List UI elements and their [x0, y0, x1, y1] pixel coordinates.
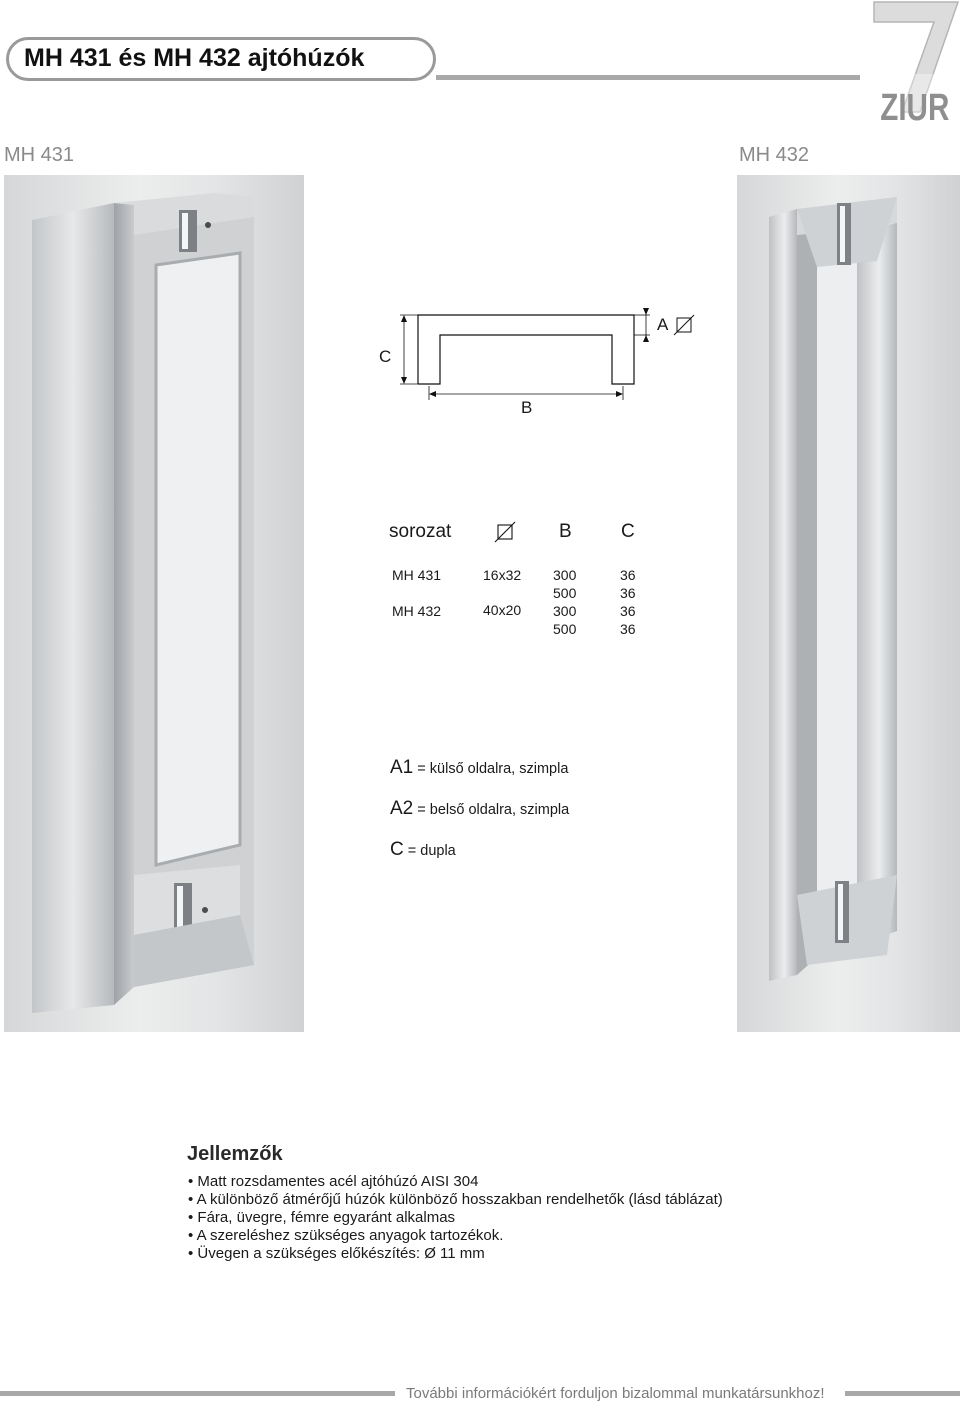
table-cell-c: 36 [620, 585, 636, 601]
table-cell-c: 36 [620, 603, 636, 619]
model-label-left: MH 431 [4, 144, 75, 166]
legend-code: A2 [390, 798, 414, 819]
product-photo-mh431 [4, 175, 304, 1032]
diagram-label-c: C [379, 347, 392, 366]
list-item-text: Fára, üvegre, fémre egyaránt alkalmas [197, 1209, 456, 1226]
list-item-text: Matt rozsdamentes acél ajtóhúzó AISI 304 [197, 1173, 479, 1190]
list-item: • Matt rozsdamentes acél ajtóhúzó AISI 304 [188, 1173, 479, 1190]
legend-text: = belső oldalra, szimpla [417, 802, 570, 818]
list-item: • A szereléshez szükséges anyagok tartozékok. [188, 1227, 504, 1244]
diameter-header-icon [493, 521, 517, 543]
list-item: • Üvegen a szükséges előkészítés: Ø 11 mm [188, 1245, 485, 1262]
list-item: • Fára, üvegre, fémre egyaránt alkalmas [188, 1209, 456, 1226]
footer-note: További információkért forduljon bizalommal munkatársunkhoz! [406, 1385, 825, 1402]
legend-text: = dupla [407, 843, 456, 859]
footer-rule [0, 1391, 395, 1396]
list-item-text: Üvegen a szükséges előkészítés: Ø 11 mm [197, 1245, 485, 1262]
legend-code: A1 [390, 757, 414, 778]
table-cell-b: 500 [553, 585, 577, 601]
list-item-text: A különböző átmérőjű húzók különböző hosszakban rendelhetők (lásd táblázat) [196, 1191, 723, 1208]
table-row-series: MH 431 [392, 567, 442, 583]
legend-item-a2 [390, 798, 569, 820]
table-header-series: sorozat [389, 521, 452, 542]
title-underline [436, 75, 860, 80]
list-item: • A különböző átmérőjű húzók különböző hosszakban rendelhetők (lásd táblázat) [188, 1191, 723, 1208]
model-label-right: MH 432 [739, 144, 810, 166]
table-row-series: MH 432 [392, 603, 442, 619]
list-item-text: A szereléshez szükséges anyagok tartozékok. [196, 1227, 504, 1244]
ziur-logo [868, 0, 960, 128]
diagram-label-b: B [521, 398, 533, 417]
product-photo-mh432 [737, 175, 960, 1032]
table-row-diameter: 40x20 [483, 602, 522, 618]
features-list [188, 1173, 723, 1263]
table-cell-c: 36 [620, 621, 636, 637]
legend-text: = külső oldalra, szimpla [417, 761, 569, 777]
table-header-b: B [559, 521, 572, 542]
table-row-diameter: 16x32 [483, 567, 522, 583]
footer-rule-end [845, 1391, 960, 1396]
page-title: MH 431 és MH 432 ajtóhúzók [24, 44, 365, 72]
legend-code: C [390, 839, 404, 860]
table-cell-c: 36 [620, 567, 636, 583]
table-cell-b: 500 [553, 621, 577, 637]
legend-item-c [390, 839, 456, 861]
diagram-label-a: A [657, 315, 669, 334]
features-title: Jellemzők [187, 1143, 283, 1165]
logo-text: ZIUR [880, 86, 950, 128]
table-cell-b: 300 [553, 567, 577, 583]
legend-item-a1 [390, 757, 568, 779]
table-cell-b: 300 [553, 603, 577, 619]
table-header-c: C [621, 521, 635, 542]
